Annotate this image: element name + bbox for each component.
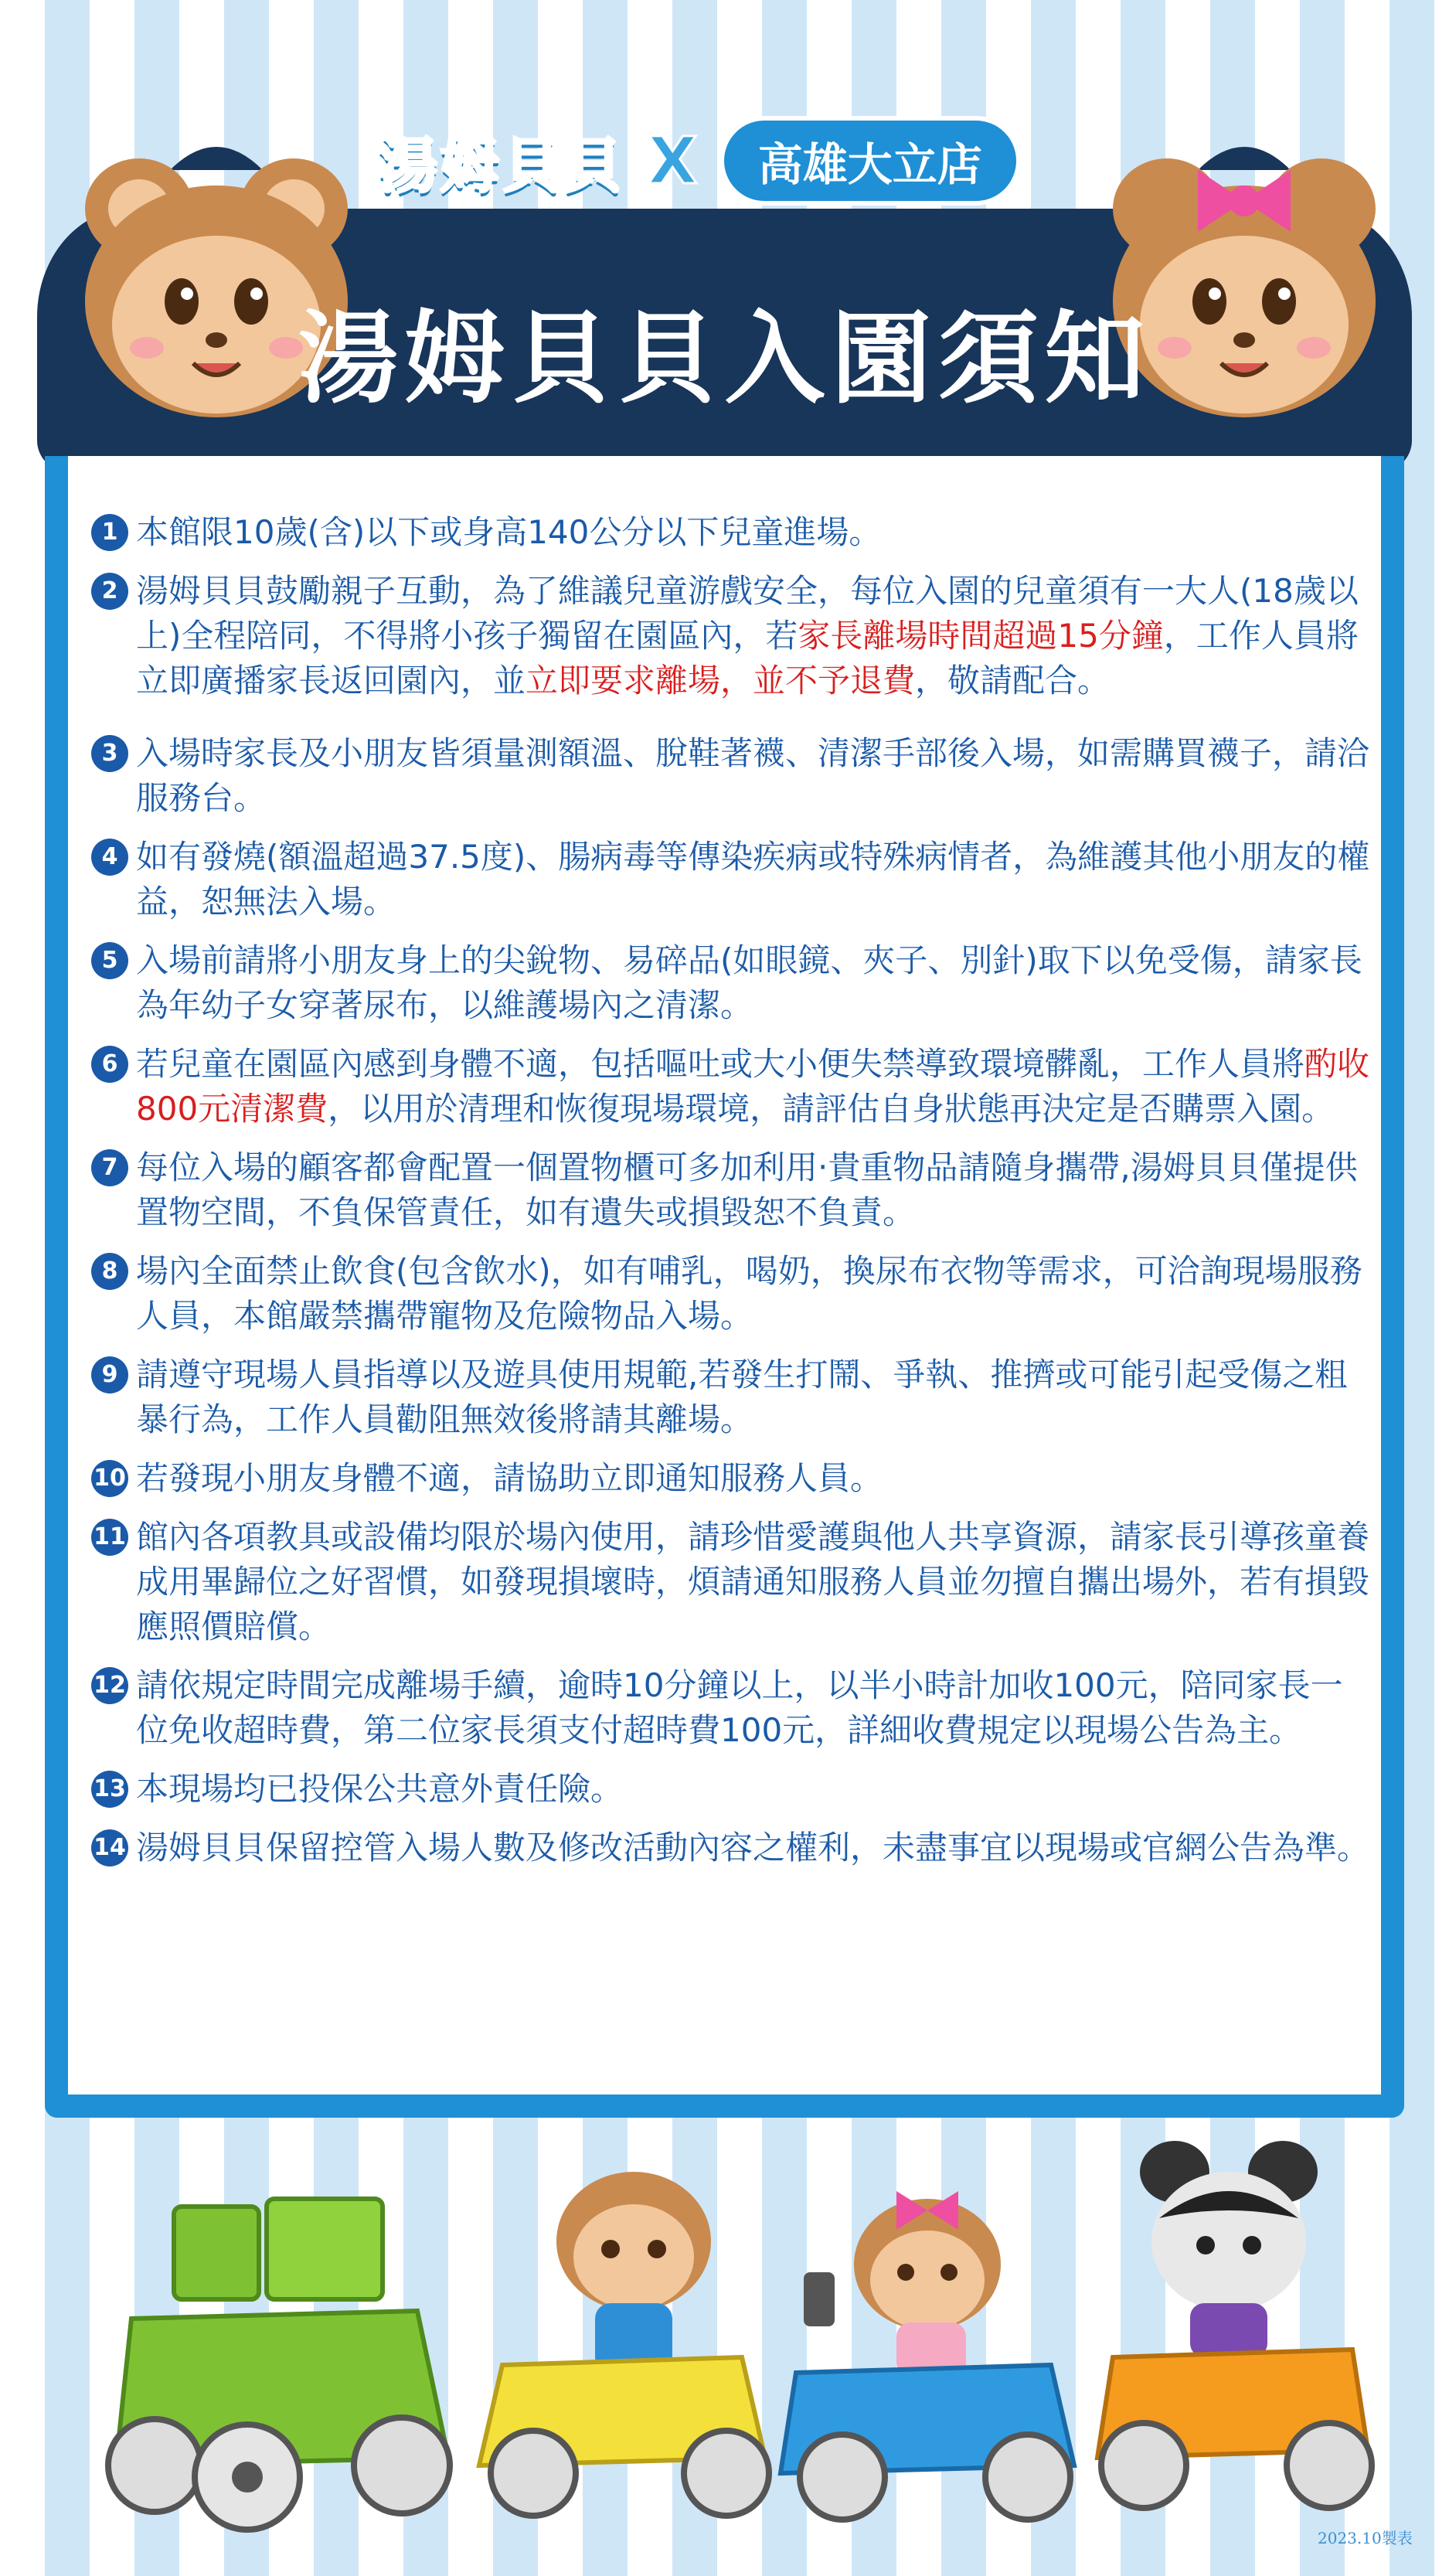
collab-x-mark: X [648,123,698,199]
rule-item [91,731,1374,821]
rule-text-segment: ，以用於清理和恢復現場環境，請評估自身狀態再決定是否購票入園。 [328,1090,1335,1128]
rule-number-badge: 2 [91,573,128,610]
rule-text-segment: ，工作人員將立即廣播家長返回園內，並 [136,617,1359,699]
rule-number-badge: 1 [91,514,128,551]
rule-text-segment: ，敬請配合。 [915,662,1111,699]
rules-list [91,510,1374,1884]
rule-number-badge: 9 [91,1356,128,1393]
rule-text [136,1663,1374,1753]
rule-item [91,1767,1374,1812]
rule-item [91,510,1374,555]
rule-number-badge: 11 [91,1519,128,1556]
rule-text [136,1249,1374,1339]
rule-number-badge: 6 [91,1046,128,1083]
rule-text-segment: 館內各項教具或設備均限於場內使用，請珍惜愛護與他人共享資源，請家長引導孩童養成用畢歸位之好習慣，如發現損壞時，煩請通知服務人員並勿擅自攜出場外，若有損毀應照價賠償。 [136,1518,1370,1645]
rule-text [136,1456,1374,1501]
rule-number-badge: 10 [91,1460,128,1497]
rule-text [136,1353,1374,1442]
rule-number-badge: 8 [91,1253,128,1290]
rule-number-badge: 4 [91,839,128,876]
store-name-badge: 高雄大立店 [719,116,1021,206]
rule-text-segment: 本館限10歲(含)以下或身高140公分以下兒童進場。 [136,513,882,551]
rule-text-segment: 每位入場的顧客都會配置一個置物櫃可多加利用‧貴重物品請隨身攜帶,湯姆貝貝僅提供置物空間，不負保管責任，如有遺失或損毀恕不負責。 [136,1148,1358,1231]
rule-text [136,835,1374,924]
rule-number-badge: 7 [91,1149,128,1186]
rule-item [91,938,1374,1028]
rule-text-segment: 入場時家長及小朋友皆須量測額溫、脫鞋著襪、清潔手部後入場，如需購買襪子，請洽服務台。 [136,734,1370,817]
rule-number-badge: 3 [91,735,128,772]
rule-item [91,1663,1374,1753]
rule-text [136,1826,1374,1870]
rule-text [136,510,1374,555]
rule-item [91,1826,1374,1870]
header-logo [379,114,1074,207]
footer-date-note: 2023.10製表 [1318,2529,1413,2547]
rule-text-segment: 湯姆貝貝鼓勵親子互動，為了維議兒童游戲安全，每位入園的兒童須有一大人(18歲以上)全程陪同，不得將小孩子獨留在園區內，若 [136,572,1359,655]
rule-text [136,1767,1374,1812]
rule-text-segment: 若兒童在園區內感到身體不適，包括嘔吐或大小便失禁導致環境髒亂，工作人員將 [136,1045,1305,1083]
rule-text-segment: 場內全面禁止飲食(包含飲水)，如有哺乳，喝奶，換尿布衣物等需求，可洽詢現場服務人員，本館嚴禁攜帶寵物及危險物品入場。 [136,1252,1362,1335]
rule-item [91,1042,1374,1131]
toy-train-illustration-icon [0,2133,1449,2535]
rule-number-badge: 13 [91,1771,128,1808]
rule-text [136,1145,1374,1235]
rule-number-badge: 5 [91,942,128,979]
page-title: 湯姆貝貝入園須知 [298,300,1151,417]
rule-text-segment: 請遵守現場人員指導以及遊具使用規範,若發生打鬧、爭執、推擠或可能引起受傷之粗暴行為，工作人員勸阻無效後將請其離場。 [136,1356,1348,1438]
rule-text [136,1042,1374,1131]
rule-text-segment: 若發現小朋友身體不適，請協助立即通知服務人員。 [136,1459,883,1497]
rule-text-segment: 請依規定時間完成離場手續，逾時10分鐘以上，以半小時計加收100元，陪同家長一位免收超時費，第二位家長須支付超時費100元，詳細收費規定以現場公告為主。 [136,1666,1343,1749]
rule-text [136,938,1374,1028]
rule-number-badge: 12 [91,1667,128,1704]
rule-item [91,1249,1374,1339]
rule-text [136,569,1374,703]
brand-logo: 湯姆貝貝 [379,131,626,200]
rule-item [91,1456,1374,1501]
rule-text [136,731,1374,821]
rule-item [91,1353,1374,1442]
rule-text-segment: 如有發燒(額溫超過37.5度)、腸病毒等傳染疾病或特殊病情者，為維護其他小朋友的權益，恕無法入場。 [136,838,1370,920]
rule-warning-segment: 酌收800元清潔費 [136,1045,1370,1128]
rule-text-segment: 入場前請將小朋友身上的尖銳物、易碎品(如眼鏡、夾子、別針)取下以免受傷，請家長為年幼子女穿著尿布，以維護場內之清潔。 [136,941,1362,1024]
rule-warning-segment: 家長離場時間超過15分鐘 [798,617,1164,655]
rule-text-segment: 湯姆貝貝保留控管入場人數及修改活動內容之權利，未盡事宜以現場或官網公告為準。 [136,1829,1370,1866]
rule-item [91,569,1374,703]
rule-warning-segment: 立即要求離場，並不予退費 [526,662,916,699]
rule-item [91,1145,1374,1235]
rule-text [136,1515,1374,1649]
rule-item [91,1515,1374,1649]
rule-number-badge: 14 [91,1829,128,1866]
rule-text-segment: 本現場均已投保公共意外責任險。 [136,1770,624,1808]
rule-item [91,835,1374,924]
